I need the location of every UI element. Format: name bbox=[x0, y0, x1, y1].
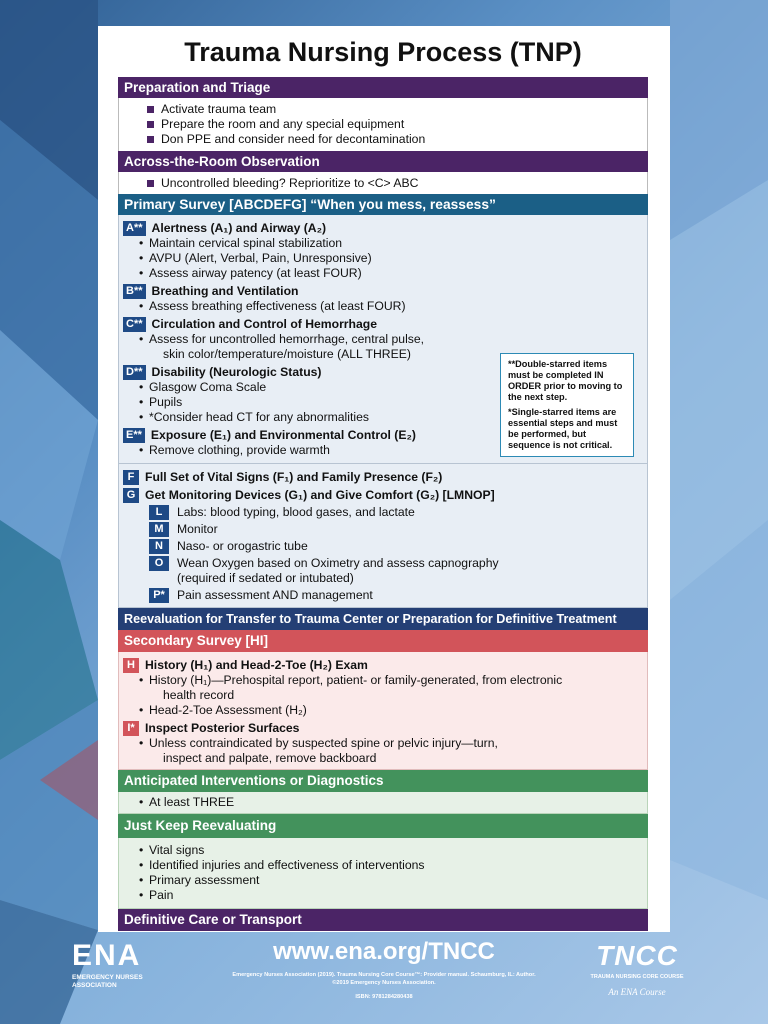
list-item: • Remove clothing, provide warmth bbox=[123, 443, 641, 458]
section-body-across-room bbox=[118, 172, 648, 194]
tncc-logo bbox=[586, 940, 688, 999]
footer-isbn: ISBN: 9781284280438 bbox=[355, 994, 413, 1000]
step-heading-c: Circulation and Control of Hemorrhage bbox=[151, 316, 377, 331]
footer-copyright: ©2019 Emergency Nurses Association. bbox=[332, 980, 436, 986]
footer-citation: Emergency Nurses Association (2019). Trauma Nursing Core Course™: Provider manual. Schaumburg, IL: Author. bbox=[232, 972, 536, 978]
letter-badge-a: A** bbox=[123, 221, 146, 236]
list-item: • Assess breathing effectiveness (at least FOUR) bbox=[123, 299, 641, 314]
list-item: Don PPE and consider need for decontamination bbox=[147, 132, 647, 147]
list-item: • Pupils bbox=[123, 395, 641, 410]
list-item: • AVPU (Alert, Verbal, Pain, Unresponsive) bbox=[123, 251, 641, 266]
section-header-just-keep-reevaluating: Just Keep Reevaluating bbox=[118, 814, 648, 838]
section-body-primary-survey bbox=[118, 215, 648, 608]
ena-logo-sub: ASSOCIATION bbox=[72, 982, 117, 989]
step-heading-f: Full Set of Vital Signs (F₁) and Family Presence (F₂) bbox=[145, 469, 443, 484]
section-header-anticipated: Anticipated Interventions or Diagnostics bbox=[118, 770, 648, 792]
section-header-definitive-care: Definitive Care or Transport bbox=[118, 909, 648, 931]
letter-badge-o: O bbox=[149, 556, 169, 571]
letter-badge-p: P* bbox=[149, 588, 169, 603]
letter-badge-n: N bbox=[149, 539, 169, 554]
tncc-tagline: An ENA Course bbox=[608, 987, 666, 997]
step-heading-d: Disability (Neurologic Status) bbox=[151, 364, 322, 379]
list-item: • Assess airway patency (at least FOUR) bbox=[123, 266, 641, 281]
list-item: Uncontrolled bleeding? Reprioritize to <C> ABC bbox=[147, 176, 647, 191]
list-item: • At least THREE bbox=[123, 795, 641, 810]
letter-badge-i: I* bbox=[123, 721, 139, 736]
letter-badge-b: B** bbox=[123, 284, 146, 299]
list-item: • History (H₁)—Prehospital report, patient- or family-generated, from electronic bbox=[123, 673, 641, 688]
page-title: Trauma Nursing Process (TNP) bbox=[184, 37, 582, 67]
list-item-continuation: inspect and palpate, remove backboard bbox=[163, 751, 377, 765]
list-item: • Primary assessment bbox=[123, 873, 641, 888]
list-item: • *Consider head CT for any abnormalities bbox=[123, 410, 641, 425]
step-heading-h: History (H₁) and Head-2-Toe (H₂) Exam bbox=[145, 657, 368, 672]
footer-url-link[interactable]: www.ena.org/TNCC bbox=[273, 938, 495, 965]
tncc-logo-sub: TRAUMA NURSING CORE COURSE bbox=[590, 974, 684, 980]
starred-items-note bbox=[500, 353, 634, 457]
list-item: • Head-2-Toe Assessment (H₂) bbox=[123, 703, 641, 718]
note-double-starred: **Double-starred items must be completed IN ORDER prior to moving to the next step. bbox=[508, 359, 623, 402]
list-item: • Vital signs bbox=[123, 843, 641, 858]
step-heading-e: Exposure (E₁) and Environmental Control (E₂) bbox=[150, 427, 416, 442]
letter-badge-c: C** bbox=[123, 317, 146, 332]
section-header-secondary-survey: Secondary Survey [HI] bbox=[118, 630, 648, 652]
section-body-anticipated bbox=[118, 792, 648, 814]
list-item: Prepare the room and any special equipment bbox=[147, 117, 647, 132]
letter-badge-l: L bbox=[149, 505, 169, 520]
list-item-continuation: skin color/temperature/moisture (ALL THREE) bbox=[163, 347, 411, 361]
letter-badge-h: H bbox=[123, 658, 139, 673]
section-body-preparation bbox=[118, 98, 648, 151]
list-item: • Unless contraindicated by suspected spine or pelvic injury—turn, bbox=[123, 736, 641, 751]
lmnop-text: Monitor bbox=[177, 522, 218, 536]
section-header-across-room: Across-the-Room Observation bbox=[118, 151, 648, 172]
list-item: • Identified injuries and effectiveness of interventions bbox=[123, 858, 641, 873]
lmnop-text: Labs: blood typing, blood gases, and lactate bbox=[177, 505, 415, 519]
list-item: Activate trauma team bbox=[147, 102, 647, 117]
letter-badge-f: F bbox=[123, 470, 139, 485]
step-heading-i: Inspect Posterior Surfaces bbox=[145, 720, 300, 735]
letter-badge-m: M bbox=[149, 522, 169, 537]
list-item: • Glasgow Coma Scale bbox=[123, 380, 641, 395]
section-body-secondary-survey bbox=[118, 652, 648, 770]
lmnop-text: Pain assessment AND management bbox=[177, 588, 373, 602]
step-heading-a: Alertness (A₁) and Airway (A₂) bbox=[151, 220, 327, 235]
ena-logo-sub: EMERGENCY NURSES bbox=[72, 974, 143, 981]
lmnop-continuation: (required if sedated or intubated) bbox=[177, 571, 354, 585]
fg-group bbox=[119, 463, 647, 603]
step-heading-b: Breathing and Ventilation bbox=[151, 283, 299, 298]
step-heading-g: Get Monitoring Devices (G₁) and Give Comfort (G₂) [LMNOP] bbox=[145, 487, 495, 502]
list-item-continuation: health record bbox=[163, 688, 235, 702]
section-body-just-keep-reevaluating bbox=[118, 838, 648, 909]
letter-badge-d: D** bbox=[123, 365, 146, 380]
lmnop-text: Naso- or orogastric tube bbox=[177, 539, 308, 553]
section-header-preparation: Preparation and Triage bbox=[118, 77, 648, 98]
section-header-primary-survey: Primary Survey [ABCDEFG] “When you mess, reassess” bbox=[118, 194, 648, 215]
note-single-starred: *Single-starred items are essential steps and must be performed, but sequence is not critical. bbox=[508, 407, 618, 450]
list-item: • Maintain cervical spinal stabilization bbox=[123, 236, 641, 251]
list-item: • Pain bbox=[123, 888, 641, 903]
list-item: • Assess for uncontrolled hemorrhage, central pulse, bbox=[123, 332, 641, 347]
lmnop-text: Wean Oxygen based on Oximetry and assess capnography bbox=[177, 556, 499, 570]
tncc-logo-mark: TNCC bbox=[596, 940, 678, 971]
ena-logo-mark: ENA bbox=[72, 939, 142, 972]
section-header-reevaluation: Reevaluation for Transfer to Trauma Center or Preparation for Definitive Treatment bbox=[118, 608, 648, 630]
letter-badge-g: G bbox=[123, 488, 139, 503]
letter-badge-e: E** bbox=[123, 428, 145, 443]
tnp-card bbox=[98, 26, 670, 932]
